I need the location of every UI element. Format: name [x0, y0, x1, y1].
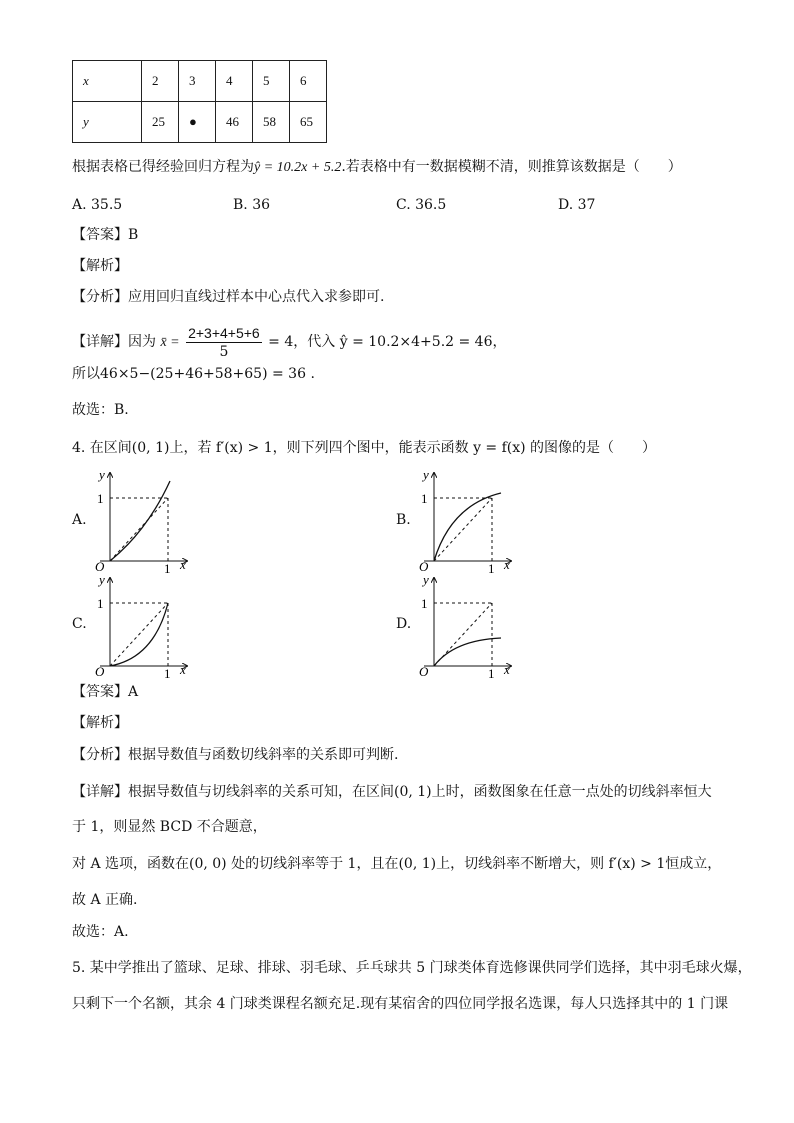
graph-b-label: B.	[396, 512, 411, 528]
table-row	[73, 61, 327, 102]
option-d: D. 37	[558, 197, 596, 213]
calc-line: 所以46×5−(25+46+58+65) = 36 .	[72, 366, 315, 382]
analysis-summary: 【分析】应用回归直线过样本中心点代入求参即可.	[72, 289, 385, 305]
q3-stem-text-2: .若表格中有一数据模糊不清，则推算该数据是（ ）	[341, 159, 682, 175]
analysis-summary: 【分析】根据导数值与函数切线斜率的关系即可判断.	[72, 747, 399, 763]
svg-text:O: O	[419, 559, 429, 573]
graph-c	[92, 568, 192, 678]
q3-stem-equation: ŷ = 10.2x + 5.2	[254, 160, 342, 175]
choose-line: 故选：A.	[72, 924, 129, 940]
svg-text:1: 1	[421, 491, 428, 506]
q3-stem	[72, 157, 682, 178]
svg-text:x: x	[504, 662, 510, 677]
svg-text:O: O	[95, 559, 105, 573]
table-cell: 58	[253, 102, 290, 143]
detail-line: 对 A 选项，函数在(0, 0) 处的切线斜率等于 1，且在(0, 1)上，切线斜率不断增大，则 f′(x) > 1恒成立，	[72, 856, 722, 872]
table-cell: 6	[290, 61, 327, 102]
graph-c-label: C.	[72, 616, 87, 632]
detail-line: 于 1，则显然 BCD 不合题意，	[72, 819, 267, 835]
answer-label: 【答案】A	[72, 684, 139, 700]
fraction-numerator: 2+3+4+5+6	[188, 324, 260, 341]
svg-text:y: y	[99, 467, 105, 482]
table-cell: ●	[179, 102, 216, 143]
svg-text:1: 1	[97, 491, 104, 506]
graph-d-label: D.	[396, 616, 412, 632]
svg-text:x: x	[180, 557, 186, 572]
option-a: A. 35.5	[72, 197, 123, 213]
table-cell: 3	[179, 61, 216, 102]
q5-line: 5. 某中学推出了篮球、足球、排球、羽毛球、乒乓球共 5 门球类体育选修课供同学们选择，其中羽毛球火爆，	[72, 960, 752, 976]
svg-text:O: O	[419, 664, 429, 678]
svg-text:1: 1	[488, 561, 495, 573]
detail-line: 故 A 正确.	[72, 892, 138, 908]
table-cell: 25	[142, 102, 179, 143]
detail-line	[72, 322, 507, 363]
mean-symbol: x̄ =	[160, 335, 180, 350]
table-row	[73, 102, 327, 143]
graph-a	[92, 463, 192, 573]
table-cell: 2	[142, 61, 179, 102]
svg-text:O: O	[95, 664, 105, 678]
svg-text:y: y	[99, 572, 105, 587]
detail-text-2: = 4，代入 ŷ = 10.2×4+5.2 = 46，	[268, 334, 507, 350]
table-cell: 5	[253, 61, 290, 102]
analysis-title: 【解析】	[72, 715, 128, 731]
graph-d	[416, 568, 516, 678]
q4-stem: 4. 在区间(0, 1)上，若 f′(x) > 1，则下列四个图中，能表示函数 y = f(x) 的图像的是（ ）	[72, 440, 657, 456]
svg-text:1: 1	[97, 596, 104, 611]
svg-text:x: x	[180, 662, 186, 677]
svg-text:1: 1	[421, 596, 428, 611]
table-cell: 46	[216, 102, 253, 143]
answer-label: 【答案】B	[72, 227, 139, 243]
svg-text:1: 1	[164, 561, 171, 573]
q5-line: 只剩下一个名额，其余 4 门球类课程名额充足.现有某宿舍的四位同学报名选课，每人只选择其中的 1 门课	[72, 996, 729, 1012]
table-cell: 4	[216, 61, 253, 102]
analysis-title: 【解析】	[72, 258, 128, 274]
graph-a-label: A.	[72, 512, 87, 528]
fraction	[186, 324, 262, 361]
svg-text:x: x	[504, 557, 510, 572]
option-c: C. 36.5	[396, 197, 447, 213]
choose-line: 故选：B.	[72, 402, 129, 418]
svg-text:y: y	[423, 467, 429, 482]
detail-line: 【详解】根据导数值与切线斜率的关系可知，在区间(0, 1)上时，函数图象在任意一点处的切线斜率恒大	[72, 784, 712, 800]
table-cell: 65	[290, 102, 327, 143]
table-header-y: y	[73, 102, 142, 143]
svg-text:1: 1	[164, 666, 171, 678]
detail-text: 【详解】因为	[72, 334, 156, 350]
svg-text:1: 1	[488, 666, 495, 678]
graph-b	[416, 463, 516, 573]
fraction-denominator: 5	[219, 343, 229, 360]
q3-stem-text: 根据表格已得经验回归方程为	[72, 159, 254, 175]
table-header-x: x	[73, 61, 142, 102]
svg-text:y: y	[423, 572, 429, 587]
data-table	[72, 60, 327, 143]
option-b: B. 36	[233, 197, 271, 213]
